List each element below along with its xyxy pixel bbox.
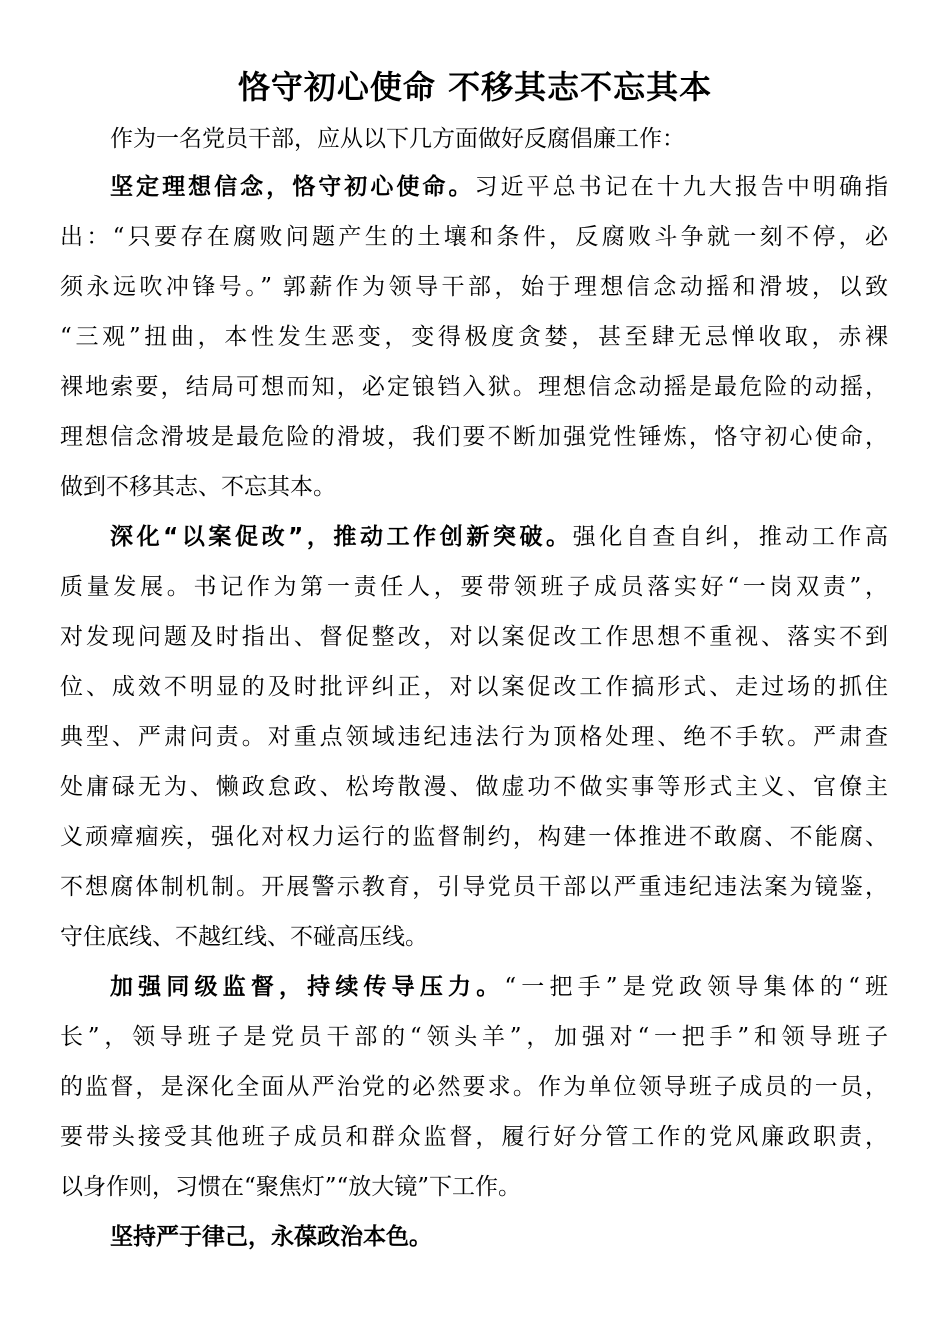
paragraph-line: 对发现问题及时指出、督促整改，对以案促改工作思想不重视、落实不到 (60, 624, 888, 650)
paragraph-line: 要带头接受其他班子成员和群众监督，履行好分管工作的党风廉政职责， (60, 1124, 888, 1150)
paragraph-line: 位、成效不明显的及时批评纠正，对以案促改工作搞形式、走过场的抓住 (60, 674, 888, 700)
paragraph-line: 义顽瘴痼疾，强化对权力运行的监督制约，构建一体推进不敢腐、不能腐、 (60, 824, 888, 850)
paragraph-line: 的监督，是深化全面从严治党的必然要求。作为单位领导班子成员的一员， (60, 1074, 888, 1100)
paragraph-line: 以身作则，习惯在“聚焦灯”“放大镜”下工作。 (60, 1174, 522, 1200)
paragraph-line: 不想腐体制机制。开展警示教育，引导党员干部以严重违纪违法案为镜鉴， (60, 874, 888, 900)
paragraph-line: 出：“只要存在腐败问题产生的土壤和条件，反腐败斗争就一刻不停，必 (60, 224, 888, 250)
paragraph-line: 处庸碌无为、懒政怠政、松垮散漫、做虚功不做实事等形式主义、官僚主 (60, 774, 888, 800)
paragraph-line: 裸地索要，结局可想而知，必定锒铛入狱。理想信念动摇是最危险的动摇， (60, 374, 888, 400)
intro-paragraph: 作为一名党员干部，应从以下几方面做好反腐倡廉工作： (110, 126, 685, 152)
section-2-heading: 深化“以案促改”，推动工作创新突破。 (110, 524, 573, 550)
section-4-heading: 坚持严于律己，永葆政治本色。 (110, 1224, 432, 1250)
section-3-text: “一把手”是党政领导集体的“班 (504, 974, 888, 1000)
paragraph-line: 质量发展。书记作为第一责任人，要带领班子成员落实好“一岗双责”， (60, 574, 888, 600)
paragraph-line: 做到不移其志、不忘其本。 (60, 474, 336, 500)
section-1-heading: 坚定理想信念，恪守初心使命。 (110, 174, 475, 200)
paragraph-line: “三观”扭曲，本性发生恶变，变得极度贪婪，甚至肆无忌惮收取，赤裸 (60, 324, 888, 350)
section-1-first-line (110, 170, 888, 204)
paragraph-line: 守住底线、不越红线、不碰高压线。 (60, 924, 428, 950)
document-title: 恪守初心使命 不移其志不忘其本 (237, 68, 713, 106)
section-1-text: 习近平总书记在十九大报告中明确指 (474, 174, 889, 200)
paragraph-line: 长”，领导班子是党员干部的“领头羊”，加强对“一把手”和领导班子 (60, 1024, 888, 1050)
paragraph-line: 须永远吹冲锋号。” 郭薪作为领导干部，始于理想信念动摇和滑坡，以致 (60, 274, 888, 300)
section-2-text: 强化自查自纠，推动工作高 (572, 524, 888, 550)
section-3-first-line (110, 970, 888, 1004)
paragraph-line: 典型、严肃问责。对重点领域违纪违法行为顶格处理、绝不手软。严肃查 (60, 724, 888, 750)
section-2-first-line (110, 520, 888, 554)
section-3-heading: 加强同级监督，持续传导压力。 (110, 974, 505, 1000)
paragraph-line: 理想信念滑坡是最危险的滑坡，我们要不断加强党性锤炼，恪守初心使命， (60, 424, 888, 450)
section-4-first-line (110, 1220, 888, 1254)
